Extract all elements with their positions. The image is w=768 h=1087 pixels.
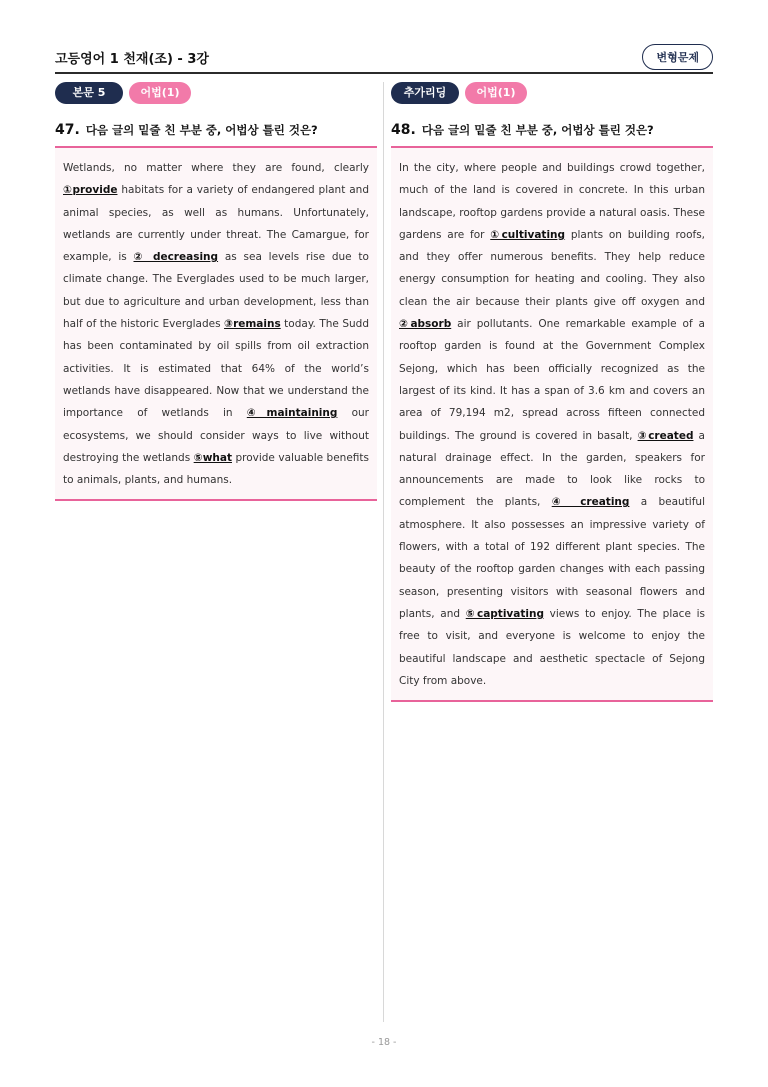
passage-text: provide valuable benefits to animals, plants, and humans.	[63, 451, 369, 487]
passage-text: our ecosystems, we should consider ways to live without destroying the wetlands	[63, 407, 369, 464]
underlined-choice-2: ② decreasing	[133, 251, 219, 264]
passage-text: as sea levels rise due to climate change. The Everglades used to be much larger, but due to agriculture and urban development, less than half of the historic Everglades	[63, 251, 369, 331]
underlined-choice-3: ③remains	[224, 318, 281, 331]
source-tag: 본문 5	[55, 82, 123, 104]
question-number: 48.	[391, 122, 416, 138]
passage-text: views to enjoy. The place is free to visit, and everyone is welcome to enjoy the beautiful landscape and aesthetic spectacle of Sejong City from above.	[399, 607, 705, 687]
passage-text: plants on building roofs, and they offer numerous benefits. They help reduce energy consumption for heating and cooling. They also clean the air because their plants give off oxygen and	[399, 228, 705, 308]
category-tag: 어법(1)	[129, 82, 191, 104]
tag-row	[55, 82, 377, 104]
underlined-choice-5: ⑤captivating	[465, 607, 544, 620]
passage-text: Wetlands, no matter where they are found, clearly	[63, 162, 369, 174]
question-text: 다음 글의 밑줄 친 부분 중, 어법상 틀린 것은?	[85, 123, 318, 137]
passage-text: air pollutants. One remarkable example of a rooftop garden is found at the Government Complex Sejong, which has been officially recognized as the largest of its kind. It has a span of 3.6 km and covers an area of 79,194 m2, spread across fifteen connected buildings. The ground is covered in basalt,	[399, 318, 705, 442]
underlined-choice-1: ①provide	[63, 184, 118, 197]
question-title	[391, 122, 713, 148]
underlined-choice-5: ⑤what	[193, 451, 232, 464]
underlined-choice-2: ②absorb	[399, 318, 452, 331]
header-divider	[55, 72, 713, 74]
passage-text: a natural drainage effect. In the garden, speakers for announcements are made to look like rocks to complement the plants,	[399, 429, 705, 509]
question-text: 다음 글의 밑줄 친 부분 중, 어법상 틀린 것은?	[421, 123, 654, 137]
passage-text: In the city, where people and buildings crowd together, much of the land is covered in concrete. In this urban landscape, rooftop gardens provide a natural oasis. These gardens are for	[399, 162, 705, 241]
question-47-column	[55, 82, 377, 501]
underlined-choice-3: ③created	[637, 429, 694, 442]
source-tag: 추가리딩	[391, 82, 459, 104]
page-number: - 18 -	[371, 1037, 397, 1048]
underlined-choice-4: ④ creating	[551, 496, 630, 509]
passage-box	[55, 148, 377, 501]
passage-text: habitats for a variety of endangered plant and animal species, as well as humans. Unfortunately, wetlands are currently under threat. The Camargue, for example, is	[63, 184, 369, 264]
question-title	[55, 122, 377, 148]
passage-text: today. The Sudd has been contaminated by oil spills from oil extraction activities. It is estimated that 64% of the world’s wetlands have disappeared. Now that we understand the importance of wetlands in	[63, 318, 369, 420]
category-tag: 어법(1)	[465, 82, 527, 104]
passage-box	[391, 148, 713, 702]
underlined-choice-4: ④maintaining	[246, 407, 338, 420]
tag-row	[391, 82, 713, 104]
type-badge: 변형문제	[642, 44, 713, 70]
question-48-column	[391, 82, 713, 702]
column-divider	[383, 82, 384, 1022]
passage-text: a beautiful atmosphere. It also possesses an impressive variety of flowers, with a total of 192 different plant species. The beauty of the rooftop garden changes with each passing season, presenting visitors with seasonal flowers and plants, and	[399, 496, 705, 620]
question-number: 47.	[55, 122, 80, 138]
underlined-choice-1: ①cultivating	[490, 228, 566, 241]
page-title: 고등영어 1 천재(조) - 3강	[55, 52, 209, 67]
